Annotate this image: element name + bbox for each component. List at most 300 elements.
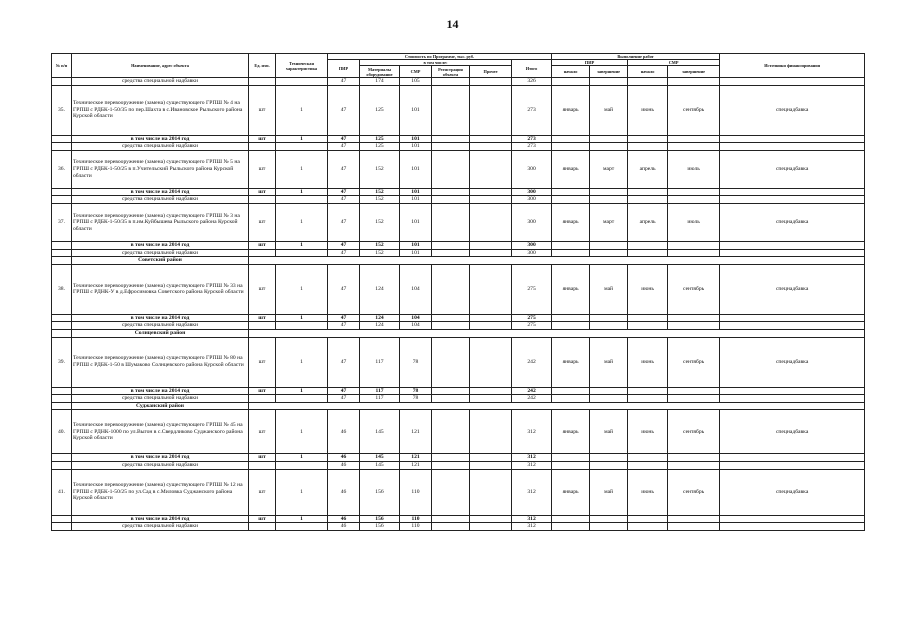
cell-label: в том числе на 2014 год [72, 188, 249, 196]
cell-reg [432, 85, 470, 135]
cell-s1: январь [552, 85, 590, 135]
funding-row [52, 249, 865, 257]
cell-s2: июнь [628, 85, 668, 135]
cell-e1 [590, 387, 628, 395]
cell-total: 326 [512, 78, 552, 86]
cell-total: 242 [512, 387, 552, 395]
cell-smr: 101 [400, 135, 432, 143]
cell-unit [249, 196, 276, 204]
cell-num [52, 188, 72, 196]
cell-empty [249, 329, 865, 337]
cell-src [720, 143, 865, 151]
cell-e1: май [590, 410, 628, 454]
cell-other [470, 387, 512, 395]
cell-s1 [552, 143, 590, 151]
header-other: Прочее [470, 66, 512, 78]
cell-reg [432, 203, 470, 241]
cell-other [470, 314, 512, 322]
subtotal-row [52, 515, 865, 523]
cell-unit [249, 461, 276, 469]
cell-e1 [590, 515, 628, 523]
table-row [52, 264, 865, 314]
cell-unit: шт [249, 515, 276, 523]
cell-s1: январь [552, 337, 590, 387]
cell-unit [249, 322, 276, 330]
cell-qty: 1 [276, 410, 328, 454]
cell-e1 [590, 143, 628, 151]
cell-unit: шт [249, 241, 276, 249]
cell-smr: 104 [400, 314, 432, 322]
cell-smr: 78 [400, 337, 432, 387]
cell-qty [276, 249, 328, 257]
cell-s2: июнь [628, 264, 668, 314]
cell-other [470, 410, 512, 454]
cell-num [52, 314, 72, 322]
cell-mat: 125 [360, 143, 400, 151]
cell-label: в том числе на 2014 год [72, 515, 249, 523]
cell-qty [276, 395, 328, 403]
cell-e1 [590, 314, 628, 322]
header-pir-start: начало [552, 66, 590, 78]
header-registration: Регистрация объекта [432, 66, 470, 78]
cell-unit [249, 523, 276, 531]
header-cost-sub: в том числе: [360, 60, 512, 66]
cell-num: 36. [52, 150, 72, 188]
cell-e1 [590, 241, 628, 249]
cell-mat: 152 [360, 188, 400, 196]
cell-e2 [668, 249, 720, 257]
cell-e2 [668, 241, 720, 249]
cell-e1: май [590, 264, 628, 314]
cell-s1 [552, 387, 590, 395]
cell-reg [432, 135, 470, 143]
subtotal-row [52, 387, 865, 395]
cell-s2 [628, 454, 668, 462]
funding-row [52, 523, 865, 531]
cell-s2 [628, 135, 668, 143]
cell-qty [276, 196, 328, 204]
cell-e2 [668, 196, 720, 204]
cell-qty: 1 [276, 203, 328, 241]
cell-src [720, 135, 865, 143]
cell-reg [432, 395, 470, 403]
cell-pir: 47 [328, 150, 360, 188]
cell-e2 [668, 523, 720, 531]
cell-total: 300 [512, 241, 552, 249]
cell-pir: 47 [328, 264, 360, 314]
cell-e2 [668, 395, 720, 403]
funding-row [52, 196, 865, 204]
cell-num [52, 461, 72, 469]
cell-src: спецнадбавка [720, 264, 865, 314]
cell-s1 [552, 314, 590, 322]
cell-label: Техническое перевооружение (замена) существующего ГРПШ № 33 на ГРПШ с РДНК-У в д.Ефросимовка Советского района Курской области [72, 264, 249, 314]
cell-e1 [590, 135, 628, 143]
cell-s2 [628, 461, 668, 469]
cell-reg [432, 337, 470, 387]
cell-total: 312 [512, 469, 552, 515]
cell-smr: 101 [400, 188, 432, 196]
cell-e1 [590, 188, 628, 196]
cell-e1 [590, 395, 628, 403]
cell-label: в том числе на 2014 год [72, 241, 249, 249]
cell-e2 [668, 314, 720, 322]
cell-qty: 1 [276, 469, 328, 515]
works-table [51, 53, 865, 531]
cell-label: средства специальной надбавки [72, 249, 249, 257]
cell-total: 300 [512, 150, 552, 188]
cell-label: средства специальной надбавки [72, 523, 249, 531]
cell-smr: 121 [400, 410, 432, 454]
cell-pir: 47 [328, 203, 360, 241]
district-label: Солнцевский район [72, 329, 249, 337]
cell-label: средства специальной надбавки [72, 78, 249, 86]
cell-s2 [628, 78, 668, 86]
cell-unit: шт [249, 85, 276, 135]
cell-label: Техническое перевооружение (замена) существующего ГРПШ № 4 на ГРПШ с РДБК-1-50/35 по пер.Шахта в с.Ивановское Рыльского района Курской области [72, 85, 249, 135]
header-unit: Ед. изм. [249, 54, 276, 78]
cell-num: 37. [52, 203, 72, 241]
cell-reg [432, 249, 470, 257]
cell-reg [432, 188, 470, 196]
cell-qty: 1 [276, 337, 328, 387]
table-row [52, 410, 865, 454]
cell-num [52, 135, 72, 143]
district-label: Суджанский район [72, 402, 249, 410]
cell-unit [249, 143, 276, 151]
cell-smr: 101 [400, 249, 432, 257]
cell-total: 242 [512, 395, 552, 403]
cell-qty: 1 [276, 264, 328, 314]
cell-empty [52, 257, 72, 265]
funding-row [52, 322, 865, 330]
cell-num [52, 322, 72, 330]
header-pir-end: завершение [590, 66, 628, 78]
cell-smr: 121 [400, 461, 432, 469]
cell-s2 [628, 515, 668, 523]
cell-qty [276, 523, 328, 531]
cell-label: средства специальной надбавки [72, 196, 249, 204]
cell-other [470, 337, 512, 387]
funding-row [52, 461, 865, 469]
cell-mat: 156 [360, 523, 400, 531]
cell-reg [432, 523, 470, 531]
cell-unit: шт [249, 135, 276, 143]
cell-pir: 47 [328, 337, 360, 387]
cell-total: 273 [512, 135, 552, 143]
cell-mat: 152 [360, 249, 400, 257]
header-name: Наименование, адрес объекта [72, 54, 249, 78]
cell-e1 [590, 249, 628, 257]
cell-total: 242 [512, 337, 552, 387]
subtotal-row [52, 135, 865, 143]
cell-qty [276, 461, 328, 469]
cell-reg [432, 143, 470, 151]
cell-qty: 1 [276, 515, 328, 523]
subtotal-row [52, 314, 865, 322]
cell-mat: 145 [360, 461, 400, 469]
cell-qty: 1 [276, 85, 328, 135]
cell-mat: 124 [360, 264, 400, 314]
header-terms-smr: СМР [628, 60, 720, 66]
cell-mat: 145 [360, 410, 400, 454]
cell-mat: 125 [360, 135, 400, 143]
cell-num [52, 196, 72, 204]
cell-label: Техническое перевооружение (замена) существующего ГРПШ № 45 на ГРПШ с РДНК-1000 по ул.Выгон в с.Свердликово Суджанского района Курской области [72, 410, 249, 454]
cell-s2: июнь [628, 410, 668, 454]
header-total: Итого [512, 60, 552, 78]
cell-reg [432, 469, 470, 515]
cell-empty [52, 329, 72, 337]
cell-s1: январь [552, 150, 590, 188]
cell-src: спецнадбавка [720, 337, 865, 387]
cell-s2 [628, 314, 668, 322]
cell-s1 [552, 461, 590, 469]
cell-reg [432, 322, 470, 330]
cell-pir: 47 [328, 387, 360, 395]
cell-e1: май [590, 337, 628, 387]
cell-empty [249, 402, 865, 410]
cell-label: в том числе на 2014 год [72, 314, 249, 322]
cell-src: спецнадбавка [720, 85, 865, 135]
cell-pir: 46 [328, 523, 360, 531]
cell-label: Техническое перевооружение (замена) существующего ГРПШ № 12 на ГРПШ с РДБК-1-50/25 по ул.Сад в с.Миловка Суджанского района Курской области [72, 469, 249, 515]
cell-e1: май [590, 85, 628, 135]
cell-pir: 46 [328, 410, 360, 454]
cell-other [470, 264, 512, 314]
table-row [52, 337, 865, 387]
cell-label: средства специальной надбавки [72, 322, 249, 330]
cell-e1: март [590, 150, 628, 188]
cell-other [470, 85, 512, 135]
cell-mat: 117 [360, 395, 400, 403]
cell-s2: апрель [628, 203, 668, 241]
cell-s1 [552, 515, 590, 523]
cell-qty: 1 [276, 314, 328, 322]
cell-smr: 105 [400, 78, 432, 86]
cell-s1 [552, 78, 590, 86]
table-row [52, 150, 865, 188]
cell-label: Техническое перевооружение (замена) существующего ГРПШ № 3 на ГРПШ с РДБК-1-50/35 в п.им.Куйбышева Рыльского района Курской области [72, 203, 249, 241]
cell-s1 [552, 523, 590, 531]
cell-mat: 125 [360, 85, 400, 135]
funding-row [52, 78, 865, 86]
cell-qty: 1 [276, 454, 328, 462]
cell-smr: 101 [400, 85, 432, 135]
cell-src [720, 454, 865, 462]
header-pir: ПИР [328, 60, 360, 78]
cell-other [470, 515, 512, 523]
cell-other [470, 150, 512, 188]
cell-reg [432, 264, 470, 314]
cell-src: спецнадбавка [720, 203, 865, 241]
cell-label: средства специальной надбавки [72, 143, 249, 151]
cell-other [470, 322, 512, 330]
cell-src [720, 188, 865, 196]
header-materials: Материалы оборудование [360, 66, 400, 78]
cell-mat: 174 [360, 78, 400, 86]
cell-mat: 152 [360, 241, 400, 249]
cell-reg [432, 78, 470, 86]
cell-mat: 117 [360, 387, 400, 395]
cell-reg [432, 241, 470, 249]
cell-e2 [668, 454, 720, 462]
funding-row [52, 143, 865, 151]
cell-s1: январь [552, 469, 590, 515]
cell-qty [276, 143, 328, 151]
cell-mat: 145 [360, 454, 400, 462]
cell-unit: шт [249, 469, 276, 515]
cell-unit [249, 78, 276, 86]
cell-mat: 124 [360, 322, 400, 330]
cell-total: 300 [512, 203, 552, 241]
cell-reg [432, 410, 470, 454]
cell-num [52, 241, 72, 249]
cell-unit: шт [249, 150, 276, 188]
cell-num [52, 387, 72, 395]
cell-total: 312 [512, 523, 552, 531]
cell-total: 275 [512, 264, 552, 314]
cell-e2 [668, 188, 720, 196]
table-row [52, 469, 865, 515]
cell-src [720, 461, 865, 469]
cell-num: 39. [52, 337, 72, 387]
cell-total: 275 [512, 314, 552, 322]
header-terms-pir: ПИР [552, 60, 628, 66]
cell-e2: сентябрь [668, 469, 720, 515]
cell-qty: 1 [276, 188, 328, 196]
cell-other [470, 241, 512, 249]
cell-smr: 101 [400, 143, 432, 151]
cell-src: спецнадбавка [720, 150, 865, 188]
district-label: Советский район [72, 257, 249, 265]
cell-other [470, 188, 512, 196]
cell-s2 [628, 196, 668, 204]
cell-e2 [668, 135, 720, 143]
cell-e2 [668, 387, 720, 395]
cell-reg [432, 387, 470, 395]
cell-unit [249, 395, 276, 403]
cell-total: 312 [512, 461, 552, 469]
cell-num [52, 454, 72, 462]
cell-e1: март [590, 203, 628, 241]
cell-pir: 47 [328, 241, 360, 249]
cell-mat: 117 [360, 337, 400, 387]
cell-src [720, 322, 865, 330]
cell-smr: 101 [400, 196, 432, 204]
cell-qty [276, 78, 328, 86]
cell-other [470, 454, 512, 462]
cell-other [470, 203, 512, 241]
cell-mat: 152 [360, 196, 400, 204]
cell-total: 312 [512, 410, 552, 454]
cell-unit: шт [249, 203, 276, 241]
header-terms: Выполнение работ [552, 54, 720, 60]
cell-s2 [628, 241, 668, 249]
cell-pir: 46 [328, 461, 360, 469]
cell-other [470, 143, 512, 151]
cell-pir: 47 [328, 322, 360, 330]
cell-e2 [668, 143, 720, 151]
cell-pir: 47 [328, 196, 360, 204]
cell-unit: шт [249, 387, 276, 395]
district-row [52, 257, 865, 265]
cell-e2: сентябрь [668, 264, 720, 314]
cell-reg [432, 515, 470, 523]
cell-e2 [668, 515, 720, 523]
cell-s1: январь [552, 203, 590, 241]
cell-other [470, 461, 512, 469]
cell-pir: 46 [328, 469, 360, 515]
cell-src [720, 515, 865, 523]
cell-s1 [552, 395, 590, 403]
cell-smr: 110 [400, 469, 432, 515]
cell-pir: 47 [328, 314, 360, 322]
page-number: 14 [446, 17, 459, 31]
cell-num: 38. [52, 264, 72, 314]
cell-s1: январь [552, 264, 590, 314]
cell-total: 300 [512, 249, 552, 257]
cell-e1 [590, 196, 628, 204]
subtotal-row [52, 454, 865, 462]
cell-e1 [590, 523, 628, 531]
cell-num: 41. [52, 469, 72, 515]
cell-mat: 152 [360, 203, 400, 241]
cell-mat: 152 [360, 150, 400, 188]
cell-pir: 47 [328, 188, 360, 196]
cell-unit [249, 249, 276, 257]
cell-reg [432, 196, 470, 204]
cell-other [470, 523, 512, 531]
cell-label: средства специальной надбавки [72, 461, 249, 469]
table-row [52, 85, 865, 135]
cell-empty [249, 257, 865, 265]
cell-smr: 101 [400, 241, 432, 249]
cell-e2: июль [668, 203, 720, 241]
header-smr-start: начало [628, 66, 668, 78]
cell-other [470, 395, 512, 403]
header-tech: Техническая характеристика [276, 54, 328, 78]
cell-total: 312 [512, 515, 552, 523]
subtotal-row [52, 241, 865, 249]
cell-smr: 101 [400, 203, 432, 241]
cell-mat: 156 [360, 469, 400, 515]
cell-label: Техническое перевооружение (замена) существующего ГРПШ № 5 на ГРПШ с РДБК-1-50/25 в п.Учительский Рыльского района Курской области [72, 150, 249, 188]
cell-s1: январь [552, 410, 590, 454]
cell-unit: шт [249, 454, 276, 462]
cell-other [470, 469, 512, 515]
cell-label: в том числе на 2014 год [72, 454, 249, 462]
cell-s2 [628, 143, 668, 151]
cell-total: 273 [512, 85, 552, 135]
cell-smr: 121 [400, 454, 432, 462]
cell-s2 [628, 395, 668, 403]
cell-e2 [668, 78, 720, 86]
cell-e1 [590, 322, 628, 330]
cell-e1 [590, 454, 628, 462]
cell-pir: 47 [328, 249, 360, 257]
cell-e2 [668, 322, 720, 330]
cell-s2 [628, 523, 668, 531]
cell-s2: июнь [628, 469, 668, 515]
table-body [52, 78, 865, 531]
cell-num [52, 515, 72, 523]
cell-unit: шт [249, 264, 276, 314]
cell-unit: шт [249, 410, 276, 454]
cell-src [720, 523, 865, 531]
cell-src [720, 249, 865, 257]
subtotal-row [52, 188, 865, 196]
